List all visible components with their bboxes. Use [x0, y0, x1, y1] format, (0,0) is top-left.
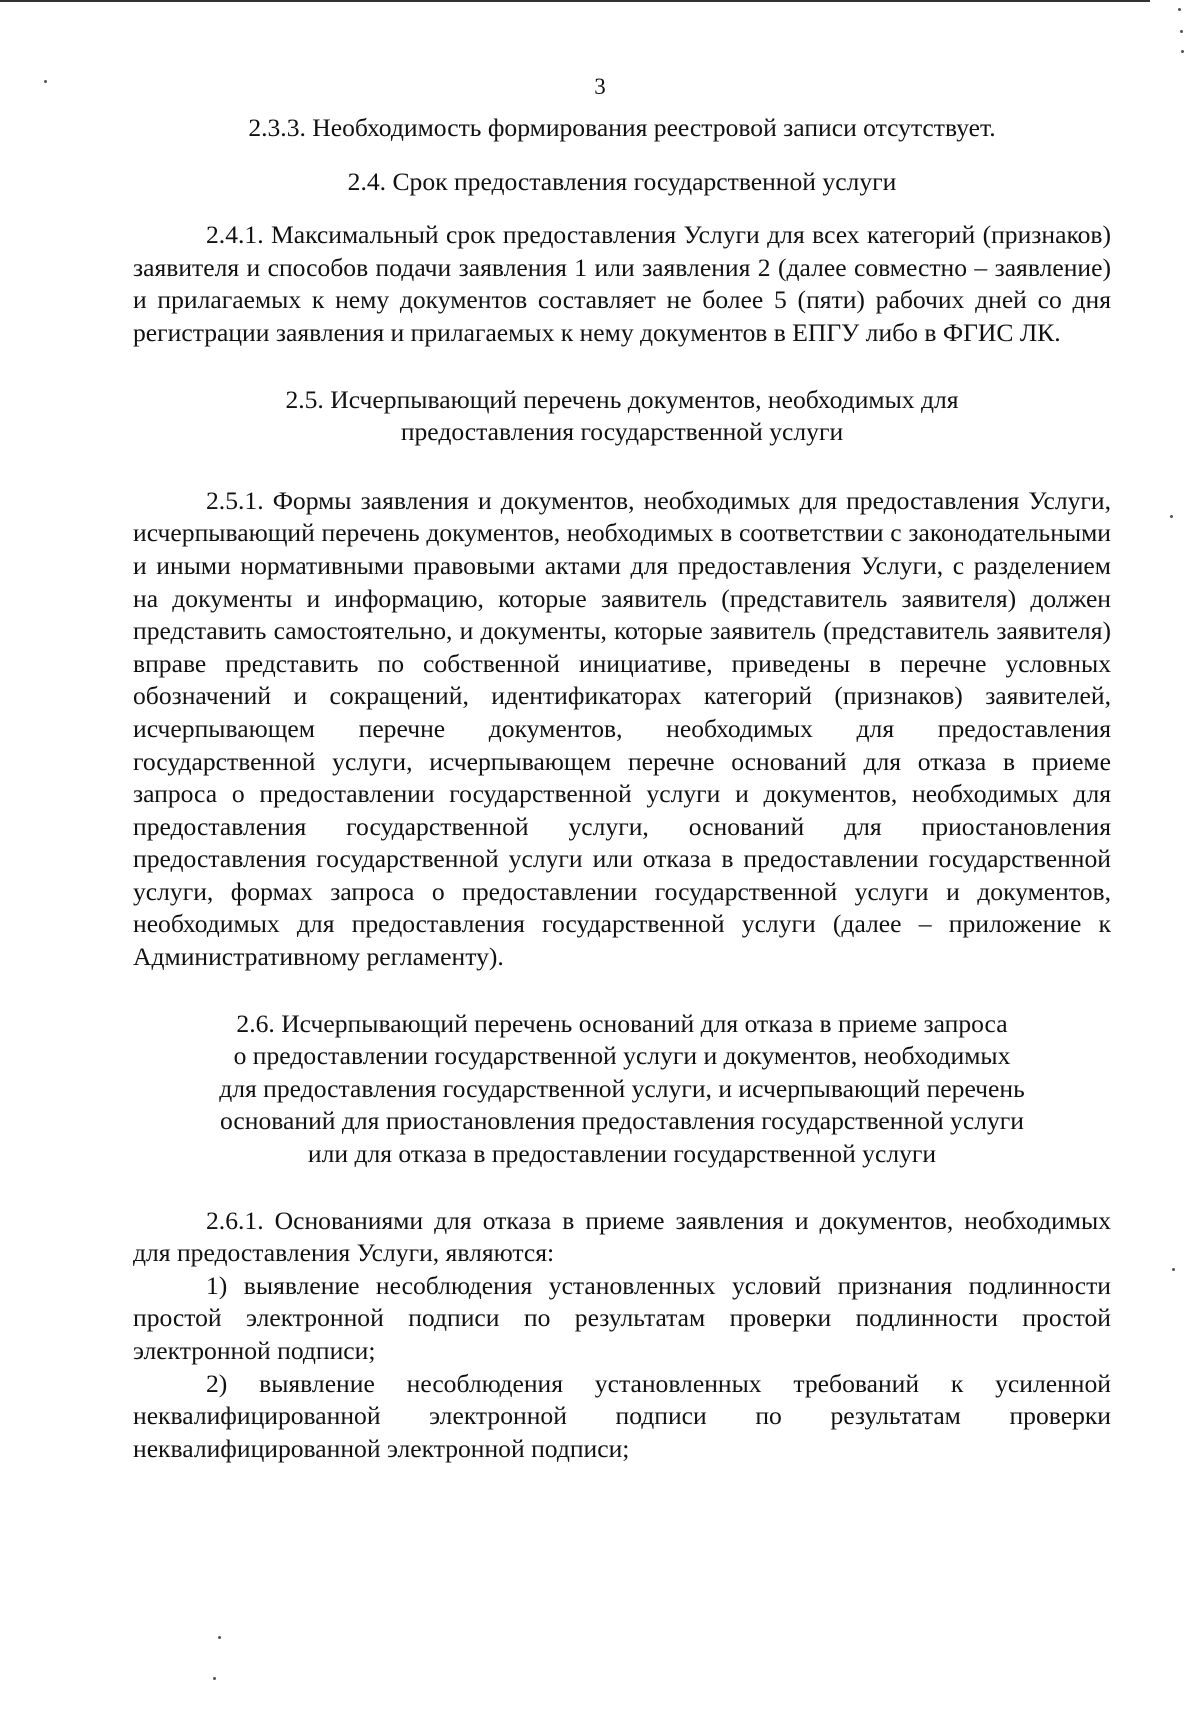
heading-2-5 [133, 384, 1111, 449]
page-number: 3 [594, 74, 606, 99]
heading-line: 2.5. Исчерпывающий перечень документов, необходимых для [285, 384, 959, 414]
heading-2-6 [133, 1008, 1111, 1171]
scan-speck [213, 1677, 216, 1680]
heading-line: для предоставления государственной услуги, и исчерпывающий перечень [219, 1073, 1025, 1103]
scan-speck [1172, 1268, 1175, 1271]
scan-top-border [0, 0, 1150, 2]
document-body [133, 112, 1111, 1465]
paragraph-2-4-1: 2.4.1. Максимальный срок предоставления Услуги для всех категорий (признаков) заявителя и способов подачи заявления 1 или заявления 2 (далее совместно – заявление) и прилагаемых к нему документов составляет не более 5 (пяти) рабочих дней со дня регистрации заявления и прилагаемых к нему документов в ЕПГУ либо в ФГИС ЛК. [133, 220, 1111, 347]
heading-line: или для отказа в предоставлении государственной услуги [307, 1139, 937, 1169]
scan-speck [1181, 50, 1184, 53]
paragraph-2-6-1: 2.6.1. Основаниями для отказа в приеме заявления и документов, необходимых для предоставления Услуги, являются: [133, 1205, 1111, 1268]
list-item-2: 2) выявление несоблюдения установленных требований к усиленной неквалифицированной электронной подписи по результатам проверки неквалифицированной электронной подписи; [133, 1368, 1111, 1463]
heading-line: оснований для приостановления предоставления государственной услуги [220, 1106, 1024, 1136]
heading-line: предоставления государственной услуги [400, 417, 844, 447]
heading-line: 2.6. Исчерпывающий перечень оснований для отказа в приеме запроса [236, 1008, 1008, 1038]
paragraph-2-3-3: 2.3.3. Необходимость формирования реестровой записи отсутствует. [248, 113, 996, 142]
scan-speck [218, 1636, 221, 1639]
list-item-1: 1) выявление несоблюдения установленных условий признания подлинности простой электронной подписи по результатам проверки подлинности простой электронной подписи; [133, 1270, 1111, 1365]
paragraph-2-5-1: 2.5.1. Формы заявления и документов, необходимых для предоставления Услуги, исчерпывающий перечень документов, необходимых в соответствии с законодательными и иными нормативными правовыми актами для предоставления Услуги, с разделением на документы и информацию, которые заявитель (представитель заявителя) должен представить самостоятельно, и документы, которые заявитель (представитель заявителя) вправе представить по собственной инициативе, приведены в перечне условных обозначений и сокращений, идентификаторах категорий (признаков) заявителей, исчерпывающем перечне документов, необходимых для предоставления государственной услуги, исчерпывающем перечне оснований для отказа в приеме запроса о предоставлении государственной услуги и документов, необходимых для предоставления государственной услуги, оснований для приостановления предоставления государственной услуги или отказа в предоставлении государственной услуги, формах запроса о предоставлении государственной услуги и документов, необходимых для предоставления государственной услуги (далее – приложение к Административному регламенту). [133, 485, 1111, 972]
scan-speck [1180, 30, 1183, 33]
heading-line: о предоставлении государственной услуги и документов, необходимых [233, 1041, 1011, 1071]
scan-speck [1170, 515, 1173, 518]
scan-speck [1178, 8, 1181, 11]
heading-2-4: 2.4. Срок предоставления государственной услуги [347, 166, 897, 196]
